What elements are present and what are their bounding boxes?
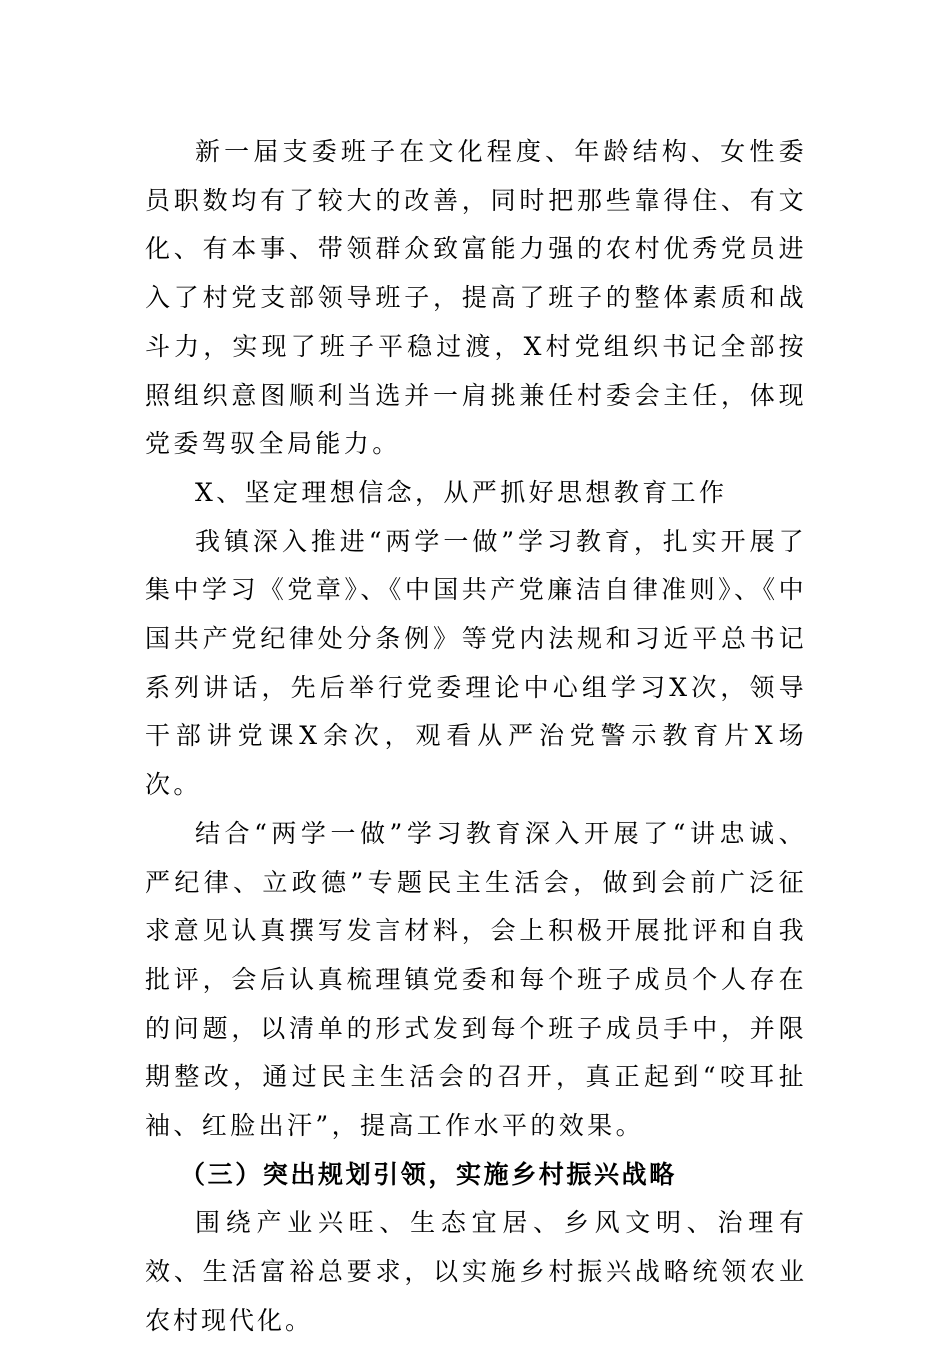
paragraph-study-education: 我镇深入推进“两学一做”学习教育，扎实开展了集中学习《党章》、《中国共产党廉洁自律准则》、《中国共产党纪律处分条例》等党内法规和习近平总书记系列讲话，先后举行党委理论中心组学习X次，领导干部讲党课X余次，观看从严治党警示教育片X场次。 <box>145 526 807 800</box>
section-heading-ideals: X、坚定理想信念，从严抓好思想教育工作 <box>195 477 728 507</box>
section-heading-rural-revitalization: （三）突出规划引领，实施乡村振兴战略 <box>180 1159 677 1189</box>
paragraph-rural-modernization: 围绕产业兴旺、生态宜居、乡风文明、治理有效、生活富裕总要求，以实施乡村振兴战略统领农业农村现代化。 <box>145 1208 807 1335</box>
document-body <box>145 128 807 1346</box>
paragraph-committee-improvement: 新一届支委班子在文化程度、年龄结构、女性委员职数均有了较大的改善，同时把那些靠得住、有文化、有本事、带领群众致富能力强的农村优秀党员进入了村党支部领导班子，提高了班子的整体素质和战斗力，实现了班子平稳过渡，X村党组织书记全部按照组织意图顺利当选并一肩挑兼任村委会主任，体现党委驾驭全局能力。 <box>145 137 807 459</box>
paragraph-democratic-life-meeting: 结合“两学一做”学习教育深入开展了“讲忠诚、严纪律、立政德”专题民主生活会，做到会前广泛征求意见认真撰写发言材料，会上积极开展批评和自我批评，会后认真梳理镇党委和每个班子成员个人存在的问题，以清单的形式发到每个班子成员手中，并限期整改，通过民主生活会的召开，真正起到“咬耳扯袖、红脸出汗”，提高工作水平的效果。 <box>145 818 807 1141</box>
